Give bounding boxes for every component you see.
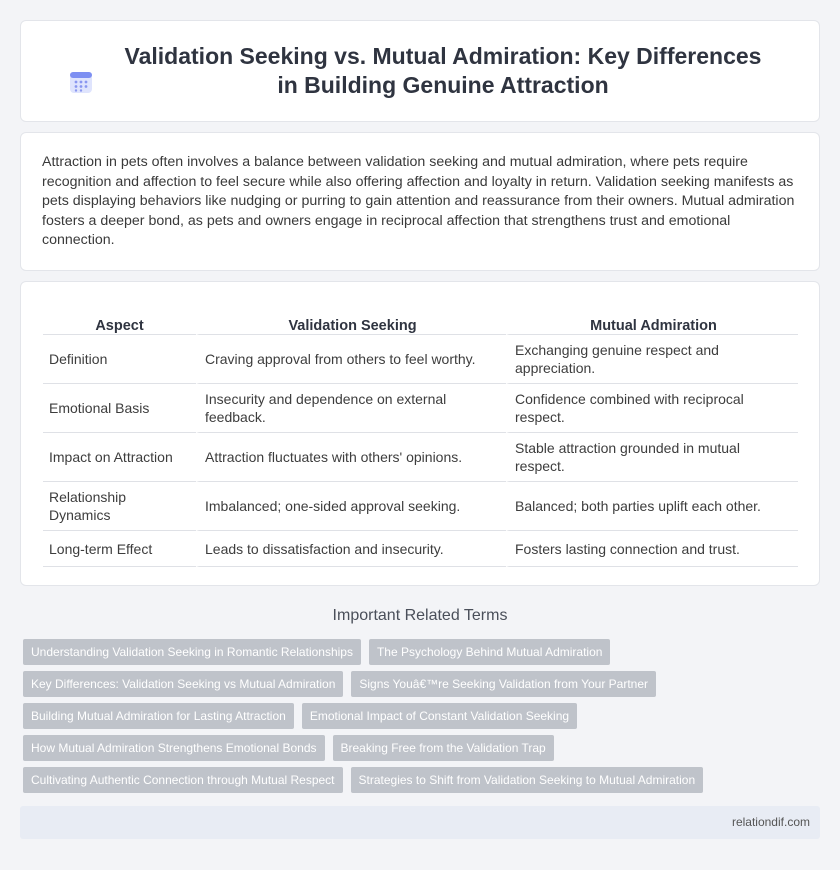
- table-row: [43, 384, 798, 433]
- related-term-tag[interactable]: Breaking Free from the Validation Trap: [333, 735, 554, 761]
- comparison-card: [20, 281, 820, 586]
- comparison-table: [43, 310, 798, 567]
- related-term-tag[interactable]: Understanding Validation Seeking in Romantic Relationships: [23, 639, 361, 665]
- page-title: Validation Seeking vs. Mutual Admiration: Key Differences in Building Genuine Attraction: [124, 43, 762, 98]
- related-term-tag[interactable]: Strategies to Shift from Validation Seeking to Mutual Admiration: [351, 767, 704, 793]
- calendar-icon: [67, 68, 95, 96]
- related-term-tag[interactable]: How Mutual Admiration Strengthens Emotional Bonds: [23, 735, 325, 761]
- intro-paragraph: Attraction in pets often involves a balance between validation seeking and mutual admiration, where pets require recognition and affection to feel secure while also offering affection and loyalty in return. Validation seeking manifests as pets displaying behaviors like nudging or purring to gain attention and reassurance from their owners. Mutual admiration fosters a deeper bond, as pets and owners engage in reciprocal affection that strengthens trust and emotional connection.: [42, 154, 795, 249]
- validation-cell: Leads to dissatisfaction and insecurity.: [196, 531, 506, 567]
- aspect-cell: Relationship Dynamics: [43, 482, 196, 531]
- validation-cell: Craving approval from others to feel worthy.: [196, 335, 506, 384]
- aspect-cell: Long-term Effect: [43, 531, 196, 567]
- aspect-cell: Impact on Attraction: [43, 433, 196, 482]
- admiration-cell: Stable attraction grounded in mutual respect.: [506, 433, 798, 482]
- admiration-cell: Exchanging genuine respect and appreciation.: [506, 335, 798, 384]
- footer-site-link[interactable]: relationdif.com: [731, 815, 810, 829]
- table-row: [43, 482, 798, 531]
- related-term-tag[interactable]: Building Mutual Admiration for Lasting Attraction: [23, 703, 294, 729]
- related-term-tag[interactable]: Key Differences: Validation Seeking vs Mutual Admiration: [23, 671, 343, 697]
- header-validation-seeking: Validation Seeking: [196, 310, 506, 335]
- validation-cell: Imbalanced; one-sided approval seeking.: [196, 482, 506, 531]
- related-term-tag[interactable]: Emotional Impact of Constant Validation Seeking: [302, 703, 577, 729]
- table-row: [43, 433, 798, 482]
- related-term-tag[interactable]: The Psychology Behind Mutual Admiration: [369, 639, 610, 665]
- validation-cell: Insecurity and dependence on external feedback.: [196, 384, 506, 433]
- related-term-tag[interactable]: Signs Youâ€™re Seeking Validation from Your Partner: [351, 671, 656, 697]
- header-aspect: Aspect: [43, 310, 196, 335]
- related-terms-list: [23, 639, 823, 799]
- table-row: [43, 531, 798, 567]
- admiration-cell: Confidence combined with reciprocal respect.: [506, 384, 798, 433]
- related-term-tag[interactable]: Cultivating Authentic Connection through Mutual Respect: [23, 767, 343, 793]
- related-terms-heading: Important Related Terms: [332, 607, 508, 624]
- admiration-cell: Balanced; both parties uplift each other.: [506, 482, 798, 531]
- validation-cell: Attraction fluctuates with others' opinions.: [196, 433, 506, 482]
- aspect-cell: Emotional Basis: [43, 384, 196, 433]
- intro-card: [20, 132, 820, 271]
- title-card: [20, 20, 820, 122]
- footer: [20, 806, 820, 839]
- table-row: [43, 335, 798, 384]
- admiration-cell: Fosters lasting connection and trust.: [506, 531, 798, 567]
- table-header-row: [43, 310, 798, 335]
- header-mutual-admiration: Mutual Admiration: [506, 310, 798, 335]
- aspect-cell: Definition: [43, 335, 196, 384]
